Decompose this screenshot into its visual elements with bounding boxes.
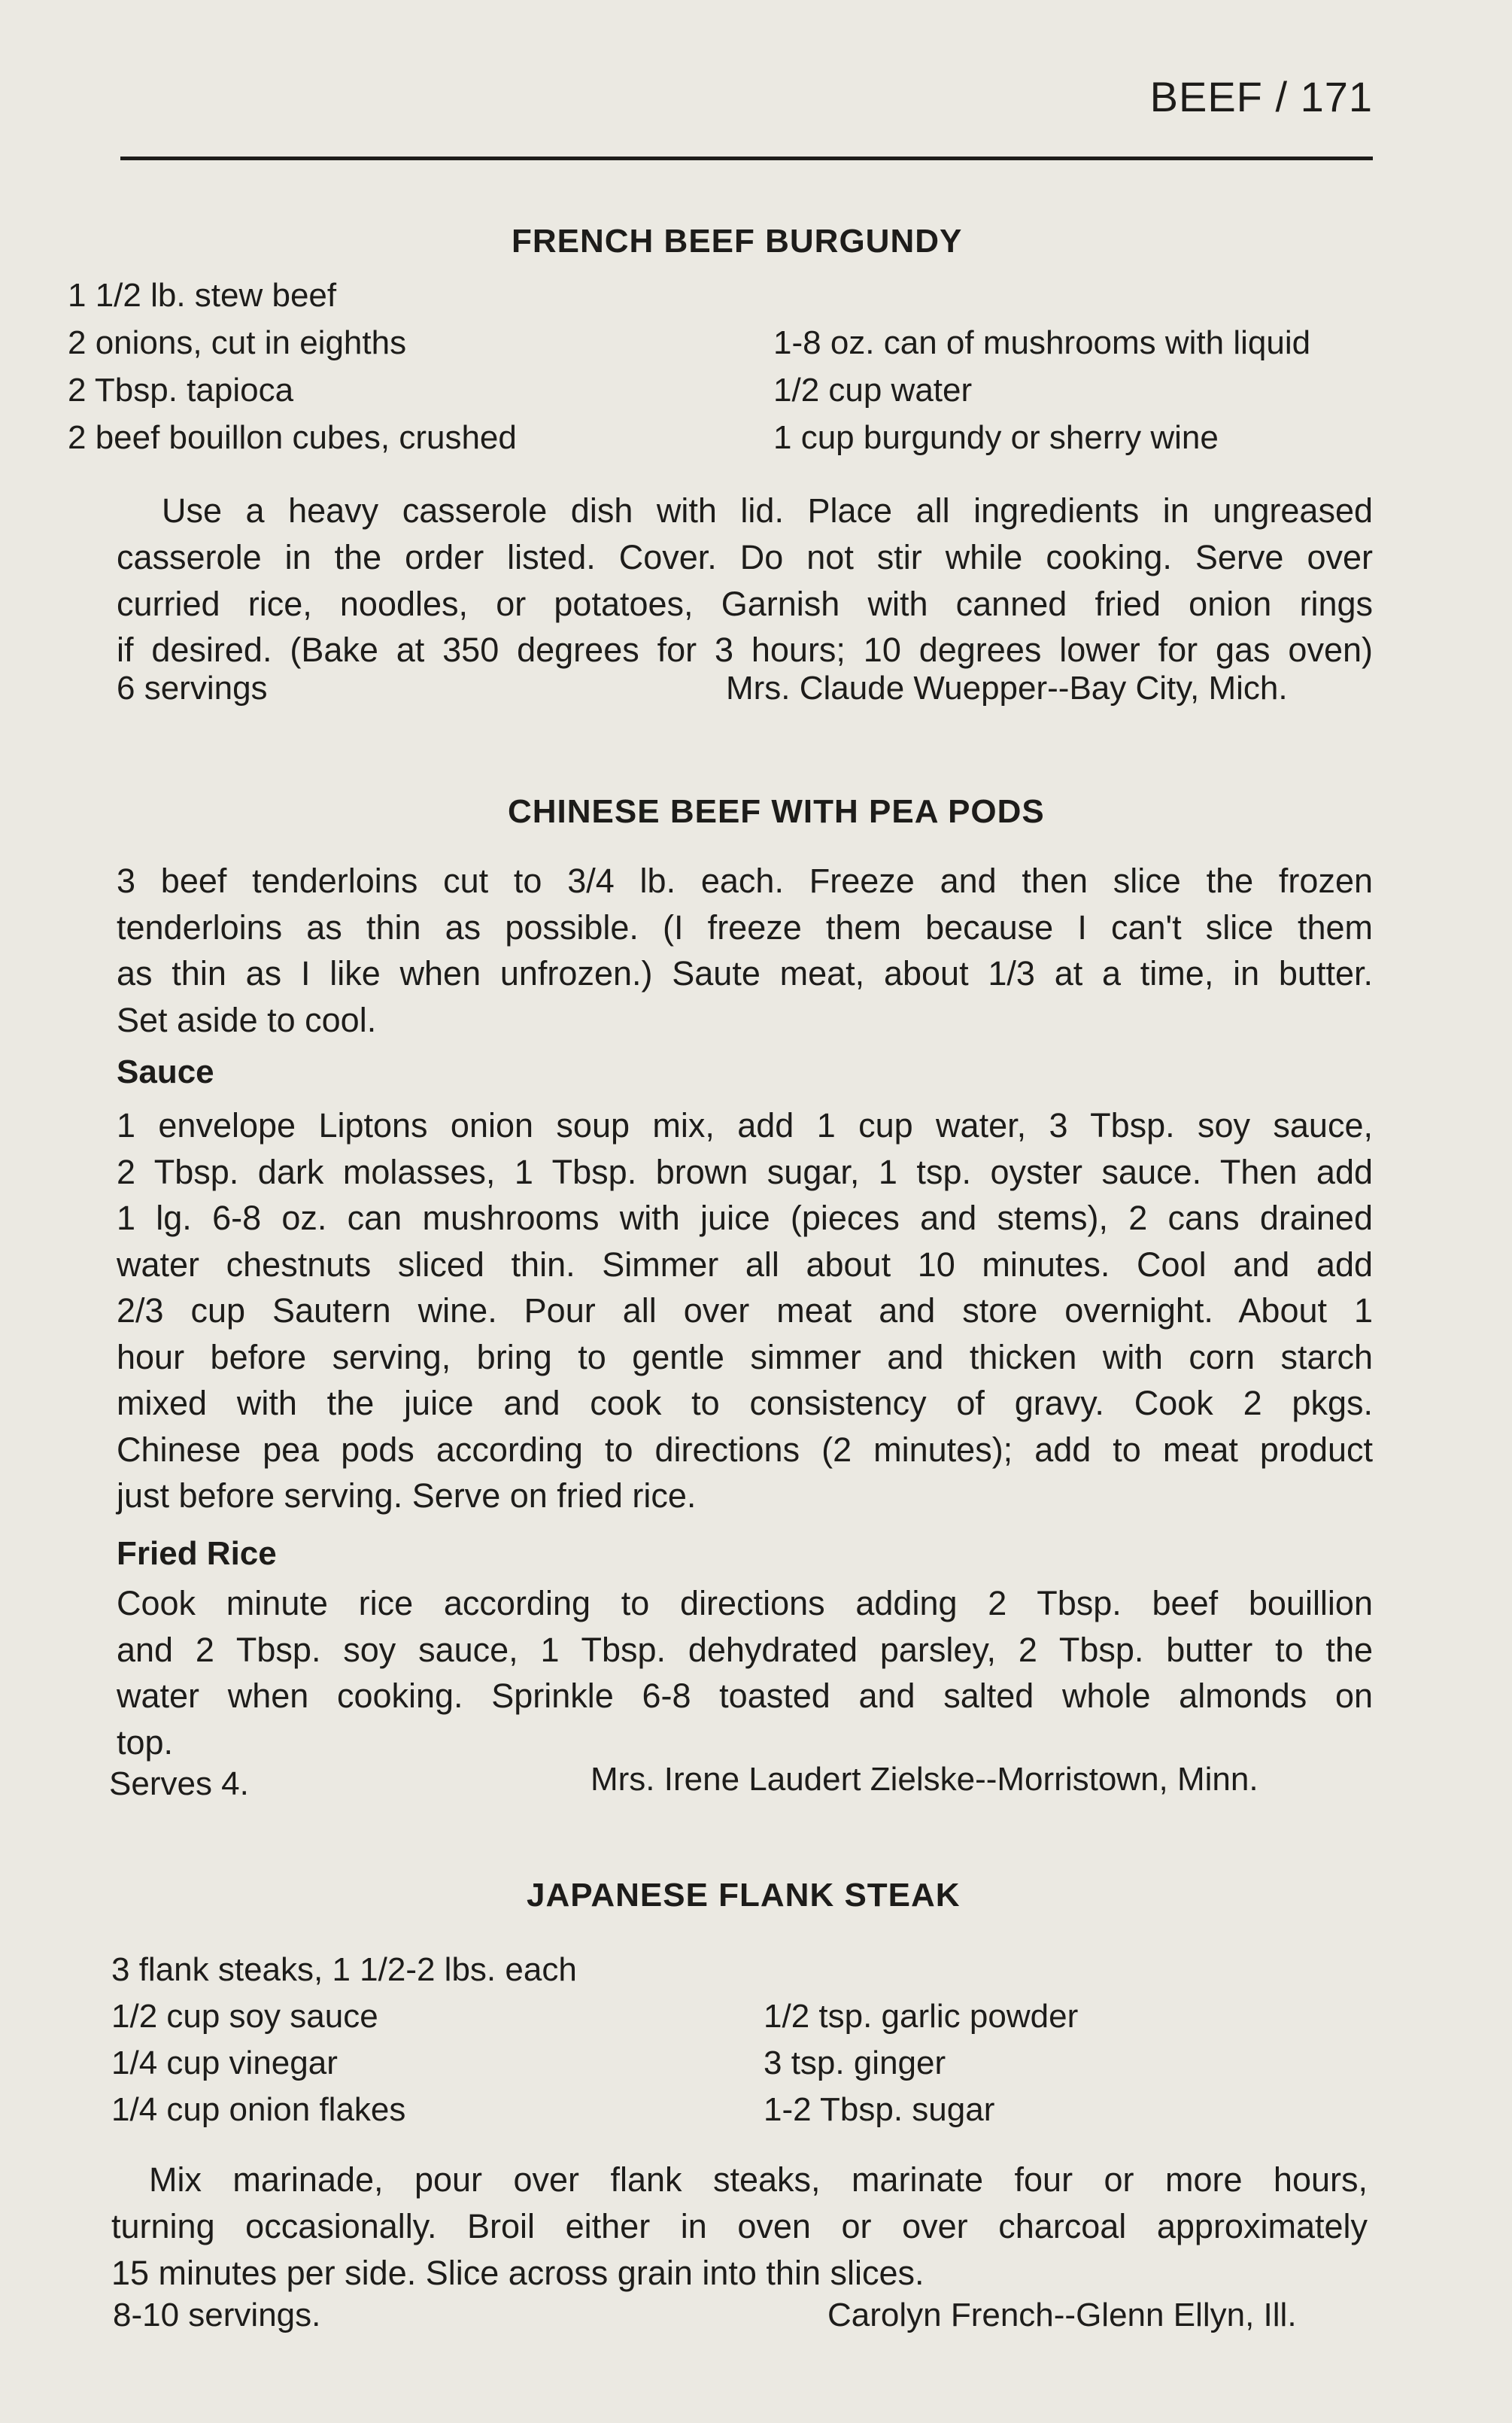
ingredient: 2 Tbsp. tapioca [68,372,294,409]
text-line: hour before serving, bring to gentle simmer and thicken with corn starch [117,1337,1373,1376]
text-line: top. [117,1722,174,1762]
directions-burgundy [162,488,1373,534]
text-line: Chinese pea pods according to directions (2 minutes); add to meat product [117,1430,1373,1469]
contributor: Carolyn French--Glenn Ellyn, Ill. [827,2297,1297,2333]
text-line: Use a heavy casserole dish with lid. Place all ingredients in ungreased [162,491,1373,530]
directions-flank-cont [111,2203,1368,2296]
text-line: 1 lg. 6-8 oz. can mushrooms with juice (pieces and stems), 2 cans drained [117,1199,1373,1237]
ingredient: 2 onions, cut in eighths [68,324,407,361]
text-line: just before serving. Serve on fried rice. [117,1476,697,1515]
text-line: curried rice, noodles, or potatoes, Garnish with canned fried onion rings [117,584,1373,623]
text-line: if desired. (Bake at 350 degrees for 3 hours; 10 degrees lower for gas oven) [117,631,1373,669]
ingredient: 1 1/2 lb. stew beef [68,277,337,314]
ingredient: 1/4 cup onion flakes [111,2091,406,2128]
text-line: 1 envelope Liptons onion soup mix, add 1 cup water, 3 Tbsp. soy sauce, [117,1106,1373,1145]
fried-rice-directions [117,1580,1373,1765]
text-line: as thin as I like when unfrozen.) Saute meat, about 1/3 at a time, in butter. [117,954,1373,993]
recipe-title-burgundy: FRENCH BEEF BURGUNDY [512,223,963,260]
servings: 8-10 servings. [113,2297,321,2333]
header-rule [120,157,1373,160]
text-line: mixed with the juice and cook to consistency of gravy. Cook 2 pkgs. [117,1384,1373,1422]
running-head: BEEF / 171 [1149,73,1373,120]
directions-flank [149,2157,1368,2203]
servings: 6 servings [117,670,268,707]
servings: Serves 4. [109,1765,249,1802]
ingredient: 1/2 cup soy sauce [111,1998,378,2035]
text-line: 15 minutes per side. Slice across grain into thin slices. [111,2253,925,2292]
ingredient: 1-2 Tbsp. sugar [764,2091,995,2128]
recipe-title-flank: JAPANESE FLANK STEAK [527,1877,961,1914]
sauce-heading: Sauce [117,1053,214,1090]
ingredient: 3 tsp. ginger [764,2045,946,2081]
contributor: Mrs. Irene Laudert Zielske--Morristown, Minn. [591,1761,1258,1798]
text-line: 2 Tbsp. dark molasses, 1 Tbsp. brown sugar, 1 tsp. oyster sauce. Then add [117,1152,1373,1191]
text-line: water chestnuts sliced thin. Simmer all about 10 minutes. Cool and add [117,1245,1373,1284]
ingredient: 1/2 cup water [773,372,973,409]
ingredient: 2 beef bouillon cubes, crushed [68,419,517,456]
intro-pea-pods [117,858,1373,1043]
text-line: 3 beef tenderloins cut to 3/4 lb. each. Freeze and then slice the frozen [117,862,1373,900]
sauce-directions [117,1102,1373,1519]
fried-rice-heading: Fried Rice [117,1535,277,1572]
text-line: Set aside to cool. [117,1000,377,1039]
text-line: Mix marinade, pour over flank steaks, marinate four or more hours, [149,2160,1368,2199]
text-line: 2/3 cup Sautern wine. Pour all over meat and store overnight. About 1 [117,1291,1373,1330]
text-line: Cook minute rice according to directions adding 2 Tbsp. beef bouillion [117,1584,1373,1622]
ingredient: 1/2 tsp. garlic powder [764,1998,1079,2035]
text-line: casserole in the order listed. Cover. Do not stir while cooking. Serve over [117,538,1373,576]
ingredient: 1-8 oz. can of mushrooms with liquid [773,324,1311,361]
directions-burgundy-cont [117,534,1373,673]
ingredient: 1/4 cup vinegar [111,2045,338,2081]
text-line: tenderloins as thin as possible. (I freeze them because I can't slice them [117,907,1373,947]
text-line: water when cooking. Sprinkle 6-8 toasted and salted whole almonds on [117,1677,1373,1715]
contributor: Mrs. Claude Wuepper--Bay City, Mich. [726,670,1288,707]
text-line: and 2 Tbsp. soy sauce, 1 Tbsp. dehydrated parsley, 2 Tbsp. butter to the [117,1630,1373,1669]
ingredient: 3 flank steaks, 1 1/2-2 lbs. each [111,1951,577,1988]
ingredient: 1 cup burgundy or sherry wine [773,419,1219,456]
recipe-title-pea-pods: CHINESE BEEF WITH PEA PODS [508,793,1045,830]
text-line: turning occasionally. Broil either in oven or over charcoal approximately [111,2207,1368,2245]
